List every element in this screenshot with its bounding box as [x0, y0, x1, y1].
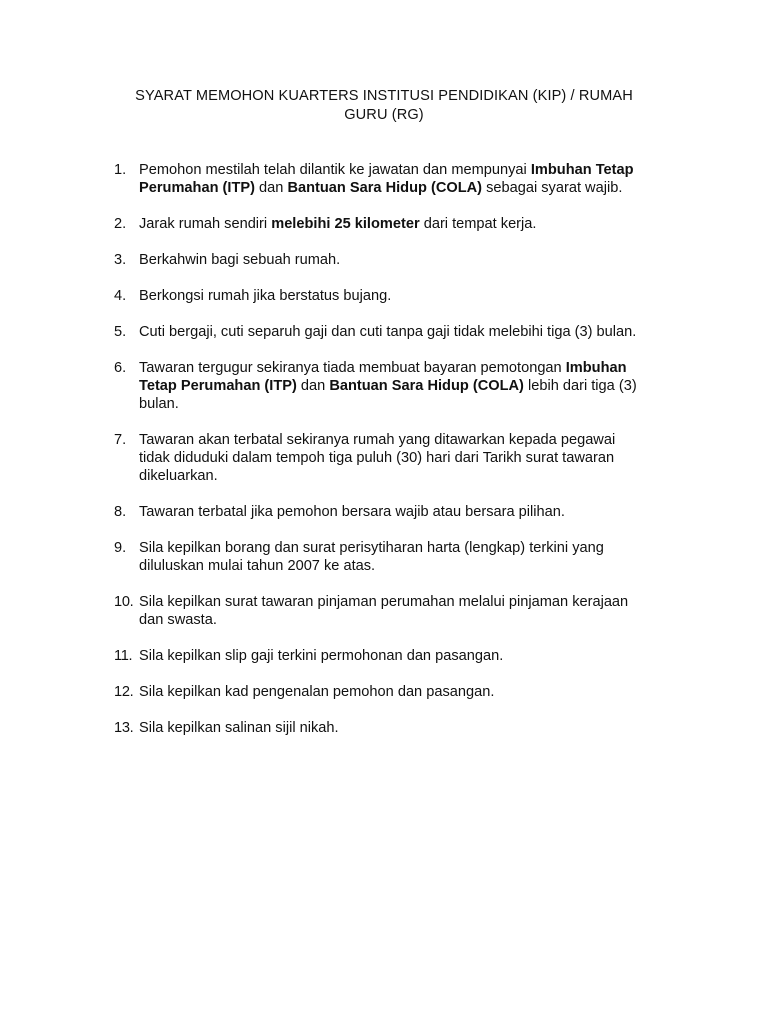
title-line-2: GURU (RG) [344, 107, 424, 123]
item-number: 10. [114, 594, 134, 610]
item-line: dikeluarkan. [139, 468, 218, 484]
item-number: 8. [114, 504, 127, 520]
item-number: 5. [114, 324, 127, 340]
item-text: Sila kepilkan salinan sijil nikah. [139, 720, 339, 736]
list-item-3 [114, 251, 674, 269]
item-line: diluluskan mulai tahun 2007 ke atas. [139, 558, 376, 574]
item-number: 6. [114, 360, 127, 376]
item-emphasis: Imbuhan [565, 360, 627, 376]
item-number: 9. [114, 540, 127, 556]
list-item-12 [114, 683, 674, 701]
item-line: Sila kepilkan surat tawaran pinjaman perumahan melalui pinjaman kerajaan [139, 594, 629, 610]
item-line: Tawaran akan terbatal sekiranya rumah yang ditawarkan kepada pegawai [139, 432, 616, 448]
item-line: tidak diduduki dalam tempoh tiga puluh (30) hari dari Tarikh surat tawaran [139, 450, 615, 466]
list-item-8 [114, 503, 674, 521]
item-text: dan [296, 378, 330, 394]
list-item-4 [114, 287, 674, 305]
list-item-9 [114, 539, 674, 575]
list-item-7 [114, 431, 674, 485]
requirements-list [114, 161, 674, 755]
item-line: Sila kepilkan borang dan surat perisytiharan harta (lengkap) terkini yang [139, 540, 604, 556]
list-item-2 [114, 215, 674, 233]
list-item-1 [114, 161, 674, 197]
item-text: Sila kepilkan slip gaji terkini permohonan dan pasangan. [139, 648, 504, 664]
item-text: Berkahwin bagi sebuah rumah. [139, 252, 341, 268]
item-line [139, 215, 674, 233]
item-text: dari tempat kerja. [419, 216, 537, 232]
item-emphasis: melebihi 25 kilometer [271, 216, 420, 232]
item-number: 2. [114, 216, 127, 232]
item-text: Pemohon mestilah telah dilantik ke jawatan dan mempunyai [139, 162, 531, 178]
item-line [139, 359, 674, 377]
list-item-10 [114, 593, 674, 629]
item-number: 13. [114, 720, 134, 736]
item-number: 1. [114, 162, 127, 178]
item-number: 3. [114, 252, 127, 268]
item-text: Tawaran terbatal jika pemohon bersara wajib atau bersara pilihan. [139, 504, 565, 520]
item-text: Berkongsi rumah jika berstatus bujang. [139, 288, 392, 304]
item-line: dan swasta. [139, 612, 217, 628]
item-emphasis: Bantuan Sara Hidup (COLA) [329, 378, 524, 394]
list-item-5 [114, 323, 674, 341]
item-emphasis: Perumahan (ITP) [139, 180, 255, 196]
item-line [139, 377, 674, 395]
item-text: Jarak rumah sendiri [139, 216, 272, 232]
item-text: sebagai syarat wajib. [482, 180, 623, 196]
item-emphasis: Imbuhan Tetap [530, 162, 634, 178]
item-emphasis: Tetap Perumahan (ITP) [139, 378, 297, 394]
item-line [139, 179, 674, 197]
title-line-1: SYARAT MEMOHON KUARTERS INSTITUSI PENDIDIKAN (KIP) / RUMAH [135, 88, 633, 104]
item-number: 11. [114, 648, 133, 664]
list-item-13 [114, 719, 674, 737]
document-title [100, 87, 668, 125]
item-line [139, 161, 674, 179]
item-text: Sila kepilkan kad pengenalan pemohon dan pasangan. [139, 684, 495, 700]
item-number: 12. [114, 684, 134, 700]
item-text: lebih dari tiga (3) [523, 378, 637, 394]
item-text: Cuti bergaji, cuti separuh gaji dan cuti tanpa gaji tidak melebihi tiga (3) bulan. [139, 324, 637, 340]
list-item-6 [114, 359, 674, 413]
item-emphasis: Bantuan Sara Hidup (COLA) [287, 180, 483, 196]
item-number: 7. [114, 432, 127, 448]
list-item-11 [114, 647, 674, 665]
item-text: Tawaran tergugur sekiranya tiada membuat bayaran pemotongan [139, 360, 566, 376]
item-number: 4. [114, 288, 127, 304]
item-text: dan [254, 180, 288, 196]
item-line: bulan. [139, 396, 179, 412]
